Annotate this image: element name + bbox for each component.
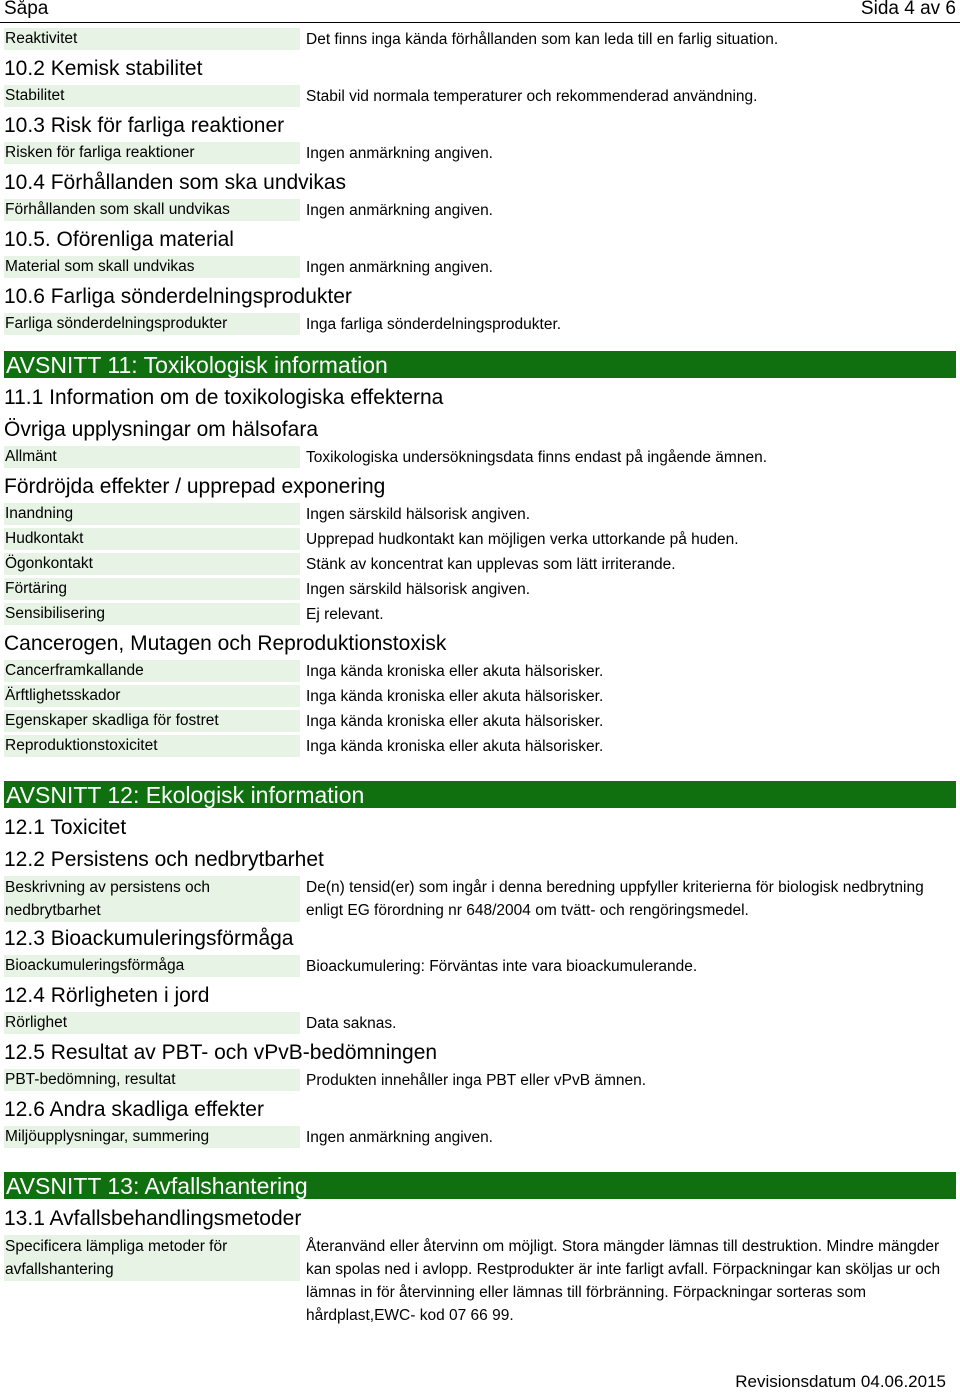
- rows-11-general: [0, 446, 960, 470]
- field-row: [0, 876, 960, 922]
- field-label: Risken för farliga reaktioner: [4, 142, 300, 164]
- field-row: [0, 256, 960, 280]
- field-row: [0, 1126, 960, 1150]
- rows-12-6: [0, 1126, 960, 1150]
- field-value: Det finns inga kända förhållanden som kan leda till en farlig situation.: [306, 31, 779, 48]
- heading-12-1: 12.1 Toxicitet: [4, 816, 127, 839]
- heading-10-3: 10.3 Risk för farliga reaktioner: [4, 114, 285, 137]
- field-value: Ingen särskild hälsorisk angiven.: [306, 506, 531, 523]
- heading-11-1: 11.1 Information om de toxikologiska effekterna: [4, 386, 444, 409]
- rows-10-5: [0, 256, 960, 280]
- field-row: [0, 503, 960, 527]
- page-number: Sida 4 av 6: [860, 0, 956, 19]
- rows-11-exposure: [0, 503, 960, 627]
- field-value: Ingen särskild hälsorisk angiven.: [306, 581, 531, 598]
- field-value: Inga kända kroniska eller akuta hälsorisker.: [306, 738, 604, 755]
- section-13-bar: AVSNITT 13: Avfallshantering: [4, 1172, 956, 1199]
- field-value: Inga kända kroniska eller akuta hälsorisker.: [306, 663, 604, 680]
- rows-10-1: [0, 28, 960, 52]
- field-row: [0, 955, 960, 979]
- field-value: Ingen anmärkning angiven.: [306, 202, 493, 219]
- field-label: Beskrivning av persistens och nedbrytbarhet: [4, 876, 300, 922]
- field-value: Ej relevant.: [306, 606, 384, 623]
- field-row: [0, 553, 960, 577]
- field-label: Stabilitet: [4, 85, 300, 107]
- field-row: [0, 735, 960, 759]
- field-value: De(n) tensid(er) som ingår i denna beredning uppfyller kriterierna för biologisk nedbrytning enligt EG förordning nr 648/2004 om tvätt- och rengöringsmedel.: [306, 879, 924, 919]
- heading-10-4: 10.4 Förhållanden som ska undvikas: [4, 171, 347, 194]
- section-12-bar: AVSNITT 12: Ekologisk information: [4, 781, 956, 808]
- field-row: [0, 1235, 960, 1327]
- field-label: Miljöupplysningar, summering: [4, 1126, 300, 1148]
- heading-13-1: 13.1 Avfallsbehandlingsmetoder: [4, 1207, 302, 1230]
- field-value: Ingen anmärkning angiven.: [306, 145, 493, 162]
- field-row: [0, 660, 960, 684]
- rows-10-3: [0, 142, 960, 166]
- heading-10-6: 10.6 Farliga sönderdelningsprodukter: [4, 285, 352, 308]
- field-row: [0, 1069, 960, 1093]
- rows-11-cmr: [0, 660, 960, 759]
- field-value: Stabil vid normala temperaturer och rekommenderad användning.: [306, 88, 758, 105]
- field-row: [0, 446, 960, 470]
- rows-12-4: [0, 1012, 960, 1036]
- heading-12-6: 12.6 Andra skadliga effekter: [4, 1098, 264, 1121]
- heading-12-3: 12.3 Bioackumuleringsförmåga: [4, 927, 294, 950]
- field-value: Data saknas.: [306, 1015, 397, 1032]
- field-label: Hudkontakt: [4, 528, 300, 550]
- field-label: Sensibilisering: [4, 603, 300, 625]
- field-label: Farliga sönderdelningsprodukter: [4, 313, 300, 335]
- header-divider: [0, 22, 960, 23]
- heading-12-4: 12.4 Rörligheten i jord: [4, 984, 210, 1007]
- field-label: PBT-bedömning, resultat: [4, 1069, 300, 1091]
- field-label: Rörlighet: [4, 1012, 300, 1034]
- document-title: Såpa: [4, 0, 49, 19]
- field-label: Specificera lämpliga metoder för avfallshantering: [4, 1235, 300, 1281]
- rows-12-2: [0, 876, 960, 922]
- field-row: [0, 28, 960, 52]
- field-row: [0, 1012, 960, 1036]
- field-value: Toxikologiska undersökningsdata finns endast på ingående ämnen.: [306, 449, 768, 466]
- field-value: Inga farliga sönderdelningsprodukter.: [306, 316, 562, 333]
- heading-health-info: Övriga upplysningar om hälsofara: [4, 418, 318, 441]
- rows-13-1: [0, 1235, 960, 1327]
- field-row: [0, 603, 960, 627]
- field-row: [0, 142, 960, 166]
- field-label: Allmänt: [4, 446, 300, 468]
- field-label: Cancerframkallande: [4, 660, 300, 682]
- field-value: Bioackumulering: Förväntas inte vara bioackumulerande.: [306, 958, 698, 975]
- field-row: [0, 85, 960, 109]
- field-label: Förhållanden som skall undvikas: [4, 199, 300, 221]
- field-value: Ingen anmärkning angiven.: [306, 1129, 493, 1146]
- page-header: [0, 0, 960, 24]
- field-label: Inandning: [4, 503, 300, 525]
- field-row: [0, 710, 960, 734]
- heading-12-5: 12.5 Resultat av PBT- och vPvB-bedömningen: [4, 1041, 438, 1064]
- rows-10-6: [0, 313, 960, 337]
- field-row: [0, 199, 960, 223]
- rows-12-5: [0, 1069, 960, 1093]
- field-value: Produkten innehåller inga PBT eller vPvB ämnen.: [306, 1072, 647, 1089]
- heading-12-2: 12.2 Persistens och nedbrytbarhet: [4, 848, 324, 871]
- revision-date: Revisionsdatum 04.06.2015: [735, 1372, 946, 1391]
- field-row: [0, 578, 960, 602]
- field-label: Ögonkontakt: [4, 553, 300, 575]
- field-label: Reaktivitet: [4, 28, 300, 50]
- field-label: Egenskaper skadliga för fostret: [4, 710, 300, 732]
- rows-10-4: [0, 199, 960, 223]
- field-value: Stänk av koncentrat kan upplevas som lätt irriterande.: [306, 556, 676, 573]
- field-label: Material som skall undvikas: [4, 256, 300, 278]
- heading-cmr: Cancerogen, Mutagen och Reproduktionstoxisk: [4, 632, 447, 655]
- field-label: Bioackumuleringsförmåga: [4, 955, 300, 977]
- section-11-bar: AVSNITT 11: Toxikologisk information: [4, 351, 956, 378]
- field-value: Inga kända kroniska eller akuta hälsorisker.: [306, 713, 604, 730]
- field-row: [0, 685, 960, 709]
- heading-delayed-effects: Fördröjda effekter / upprepad exponering: [4, 475, 386, 498]
- heading-10-2: 10.2 Kemisk stabilitet: [4, 57, 203, 80]
- field-row: [0, 313, 960, 337]
- field-row: [0, 528, 960, 552]
- document-body: [0, 28, 960, 1328]
- field-value: Återanvänd eller återvinn om möjligt. Stora mängder lämnas till destruktion. Mindre mängder kan spolas ned i avlopp. Restprodukter är inte farligt avfall. Förpackningar kan sköljas ur och lämnas in för återvinning eller lämnas till förbränning. Förpackningar sorteras som hårdplast,EWC- kod 07 66 99.: [306, 1238, 941, 1324]
- field-label: Ärftlighetsskador: [4, 685, 300, 707]
- field-value: Inga kända kroniska eller akuta hälsorisker.: [306, 688, 604, 705]
- rows-10-2: [0, 85, 960, 109]
- heading-10-5: 10.5. Oförenliga material: [4, 228, 234, 251]
- field-label: Reproduktionstoxicitet: [4, 735, 300, 757]
- field-label: Förtäring: [4, 578, 300, 600]
- field-value: Upprepad hudkontakt kan möjligen verka uttorkande på huden.: [306, 531, 739, 548]
- field-value: Ingen anmärkning angiven.: [306, 259, 493, 276]
- rows-12-3: [0, 955, 960, 979]
